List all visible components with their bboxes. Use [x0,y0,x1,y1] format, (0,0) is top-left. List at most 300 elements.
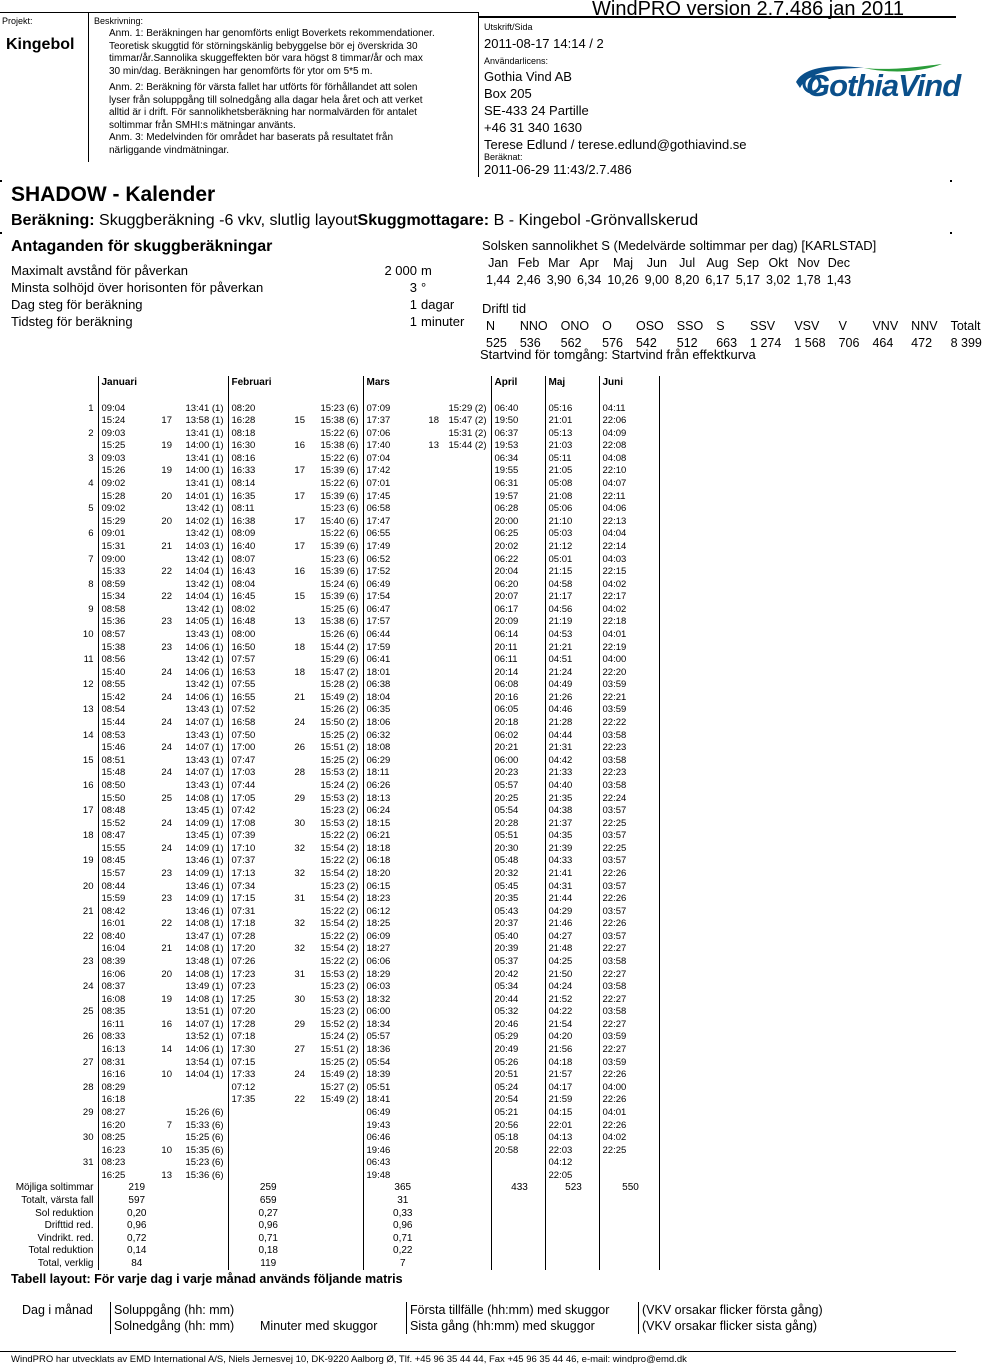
sunrise-sunset: 03:59 [599,704,659,717]
licensee: Gothia Vind AB Box 205 SE-433 24 Partille +46 31 340 1630 Terese Edlund / terese.edlund@gothiavind.se [484,69,747,152]
calc-label: Beräkning: [11,212,95,229]
shadow-time [439,755,491,768]
shadow-time [439,503,491,516]
shadow-time: 13:42 (1) [185,578,224,590]
table-row [0,843,960,856]
sunrise-sunset: 04:09 [599,428,659,441]
table-row [0,1019,960,1032]
sunrise-sunset: 18:15 [363,818,409,831]
shadow-minutes: 7 [166,1119,172,1131]
day-number [0,566,98,579]
shadow-time: 15:47 (2) [320,666,359,678]
sunrise-sunset: 21:54 [545,1019,599,1032]
sunrise-sunset: 04:44 [545,730,599,743]
sunrise-sunset: 17:33 [228,1069,277,1082]
summary-label: Total reduktion [28,1245,94,1257]
direction-hours: 464 [872,335,894,350]
table-row [0,717,960,730]
sunrise-sunset: 21:08 [545,491,599,504]
sunrise-sunset: 06:28 [491,503,545,516]
assumptions-table [11,262,464,330]
shadow-minutes [409,881,439,894]
summary-jun [599,1208,659,1221]
shadow-time [439,1031,491,1044]
description: Anm. 1: Beräkningen har genomförts enligt Boverkets rekommendationer. Teoretisk skuggtid för störningskänlig bebyggelse bör ej överskrida 30 timmar/år.Sannolika skuggeffekten bör vara högst 8 timmar/år och max 30 min/dag. Beräkningen har genomförts för ytor om 5*5 m. Anm. 2: Beräkning för värsta fallet har utförts för förhållandet att solen lyser från soluppgång till solnedgång alla dagar hela året och att verket alltid är i drift. För sannolikhetsberäkning har normalvärden för antalet soltimmar från SMHI:s mätningar använts. Anm. 3: Medelvinden för området har baserats på resultatet från närliggande vindmätningar. [109,28,435,156]
day-number [0,893,98,906]
shadow-time: 14:08 (1) [185,968,224,980]
sunrise-sunset: 21:24 [545,667,599,680]
shadow-time: 13:42 (1) [185,603,224,615]
cell-empty [659,1170,960,1183]
legend-sunrise: Soluppgång (hh: mm) [111,1302,261,1318]
shadow-minutes [144,629,172,642]
sunrise-sunset: 16:04 [98,943,144,956]
sunrise-sunset: 07:39 [228,830,277,843]
sunrise-sunset: 06:25 [491,528,545,541]
shadow-minutes [277,981,305,994]
sunrise-sunset: 18:32 [363,994,409,1007]
shadow-time: 15:39 (6) [320,591,359,603]
shadow-minutes [409,541,439,554]
shadow-minutes: 32 [294,842,305,854]
sunrise-sunset: 04:20 [545,1031,599,1044]
sunrise-sunset: 22:08 [599,440,659,453]
summary-maj [545,1195,599,1208]
page-title: SHADOW - Kalender [11,183,216,206]
shadow-time [172,1082,228,1095]
shadow-time: 15:23 (2) [320,981,359,993]
summary-label: Drifttid red. [44,1220,94,1232]
shadow-time: 15:50 (2) [320,717,359,729]
shadow-time: 15:40 (6) [320,515,359,527]
day-number [0,742,98,755]
shadow-minutes: 22 [294,1094,305,1106]
summary-jan: 0,96 [98,1220,172,1233]
day-number [0,1120,98,1133]
shadow-minutes [409,1031,439,1044]
sunrise-sunset: 04:11 [599,403,659,416]
summary-feb: 0,71 [228,1233,305,1246]
shadow-time: 14:07 (1) [185,742,224,754]
description-label: Beskrivning: [94,16,144,26]
shadow-minutes [277,403,305,416]
sunrise-sunset [599,1170,659,1183]
shadow-time: 15:53 (2) [320,792,359,804]
legend-sunset: Solnedgång (hh: mm) [111,1318,261,1334]
sunrise-sunset: 20:00 [491,516,545,529]
sunrise-sunset: 18:25 [363,918,409,931]
shadow-minutes: 19 [161,465,172,477]
shadow-minutes: 24 [161,742,172,754]
table-row [0,503,960,516]
shadow-time [439,793,491,806]
sunrise-sunset: 15:36 [98,616,144,629]
sunrise-sunset: 16:16 [98,1069,144,1082]
sunrise-sunset: 05:13 [545,428,599,441]
shadow-time: 13:42 (1) [185,528,224,540]
cell-empty [659,604,960,617]
cell-empty [659,1157,960,1170]
shadow-time [439,566,491,579]
shadow-time [305,1107,363,1120]
operation-table [486,317,995,351]
table-row [0,730,960,743]
sunshine-month: Jan [488,255,509,270]
month-februari: Februari [228,376,363,390]
sunrise-sunset: 15:25 [98,440,144,453]
sunrise-sunset: 15:26 [98,465,144,478]
sunrise-sunset: 17:37 [363,415,409,428]
summary-maj: 523 [545,1182,599,1195]
shadow-minutes [144,1006,172,1019]
shadow-minutes [409,579,439,592]
sunrise-sunset: 07:20 [228,1006,277,1019]
shadow-minutes [144,604,172,617]
table-row [0,906,960,919]
shadow-minutes [277,1120,305,1133]
shadow-minutes: 18 [294,666,305,678]
sunrise-sunset: 22:17 [599,591,659,604]
sunrise-sunset: 04:42 [545,755,599,768]
cell-empty [659,554,960,567]
shadow-time [439,969,491,982]
sunrise-sunset: 17:08 [228,818,277,831]
cell-empty [659,591,960,604]
shadow-calendar [0,376,960,1270]
shadow-minutes [409,667,439,680]
sunrise-sunset: 03:59 [599,1031,659,1044]
shadow-minutes [277,528,305,541]
shadow-minutes [409,1057,439,1070]
sunrise-sunset: 20:35 [491,893,545,906]
sunrise-sunset: 08:29 [98,1082,144,1095]
shadow-time [439,981,491,994]
shadow-minutes [277,604,305,617]
cell-empty [659,755,960,768]
sunrise-sunset [228,1170,277,1183]
sunrise-sunset: 21:57 [545,1069,599,1082]
shadow-time: 13:46 (1) [185,855,224,867]
sunrise-sunset: 05:29 [491,1031,545,1044]
sunrise-sunset: 08:37 [98,981,144,994]
cell-empty [659,818,960,831]
day-number [0,943,98,956]
cell-empty [659,1132,960,1145]
shadow-minutes [277,704,305,717]
table-row [0,440,960,453]
summary-apr [491,1208,545,1221]
sunrise-sunset: 04:04 [599,528,659,541]
shadow-minutes [409,818,439,831]
sunrise-sunset: 16:53 [228,667,277,680]
shadow-time [439,528,491,541]
sunrise-sunset: 22:27 [599,969,659,982]
direction-label: VNV [872,318,899,333]
summary-mar: 0,22 [363,1245,439,1258]
sunrise-sunset: 15:50 [98,793,144,806]
shadow-time: 14:00 (1) [185,440,224,452]
shadow-minutes [277,881,305,894]
sunrise-sunset: 16:08 [98,994,144,1007]
sunrise-sunset: 15:42 [98,692,144,705]
cell-empty [659,918,960,931]
shadow-time [439,654,491,667]
sunrise-sunset: 03:58 [599,730,659,743]
sunrise-sunset: 20:58 [491,1145,545,1158]
sunrise-sunset: 06:14 [491,629,545,642]
shadow-time [439,491,491,504]
shadow-minutes: 24 [161,691,172,703]
assumption-row: Tidsteg för beräkning 1 minuter [11,314,465,329]
table-row [0,818,960,831]
shadow-time [439,541,491,554]
shadow-time: 14:06 (1) [185,641,224,653]
shadow-time: 15:25 (2) [320,1056,359,1068]
shadow-minutes: 23 [161,616,172,628]
cell-empty [659,654,960,667]
sunshine-month: Okt [768,255,788,270]
sunrise-sunset: 18:39 [363,1069,409,1082]
sunrise-sunset: 09:00 [98,554,144,567]
shadow-minutes [277,1006,305,1019]
table-row [0,453,960,466]
shadow-time: 13:43 (1) [185,779,224,791]
cell-empty [659,1069,960,1082]
sunrise-sunset: 16:18 [98,1094,144,1107]
summary-jan: 597 [98,1195,172,1208]
shadow-time: 15:22 (6) [320,427,359,439]
sunrise-sunset: 06:29 [363,755,409,768]
shadow-time: 15:36 (6) [185,1169,224,1181]
sunrise-sunset: 08:07 [228,554,277,567]
sunrise-sunset: 06:52 [363,554,409,567]
shadow-minutes [409,554,439,567]
shadow-minutes: 23 [161,641,172,653]
shadow-time: 13:43 (1) [185,754,224,766]
sunrise-sunset: 18:01 [363,667,409,680]
sunshine-month: Apr [579,255,599,270]
sunrise-sunset: 06:49 [363,1107,409,1120]
sunshine-month: Jun [646,255,667,270]
summary-jun [599,1220,659,1233]
sunrise-sunset: 21:19 [545,616,599,629]
table-row [0,428,960,441]
shadow-minutes [277,1170,305,1183]
sunrise-sunset: 08:56 [98,654,144,667]
cell-empty [659,1120,960,1133]
table-row [0,767,960,780]
sunrise-sunset: 08:27 [98,1107,144,1120]
sunrise-sunset: 09:02 [98,478,144,491]
sunrise-sunset: 22:27 [599,994,659,1007]
sunrise-sunset: 04:01 [599,1107,659,1120]
cell-empty [659,667,960,680]
sunrise-sunset: 05:48 [491,855,545,868]
sunshine-value: 3,02 [766,272,791,287]
version-label: WindPRO version 2.7.486 jan 2011 [592,0,905,20]
shadow-minutes [409,730,439,743]
shadow-minutes: 17 [161,415,172,427]
shadow-time: 15:29 (2) [448,402,487,414]
shadow-minutes: 17 [294,515,305,527]
direction-hours: 8 399 [950,335,982,350]
shadow-minutes: 15 [294,415,305,427]
shadow-time [439,616,491,629]
sunrise-sunset: 22:25 [599,843,659,856]
sunrise-sunset: 21:44 [545,893,599,906]
directions-row [486,317,995,334]
sunrise-sunset: 20:54 [491,1094,545,1107]
shadow-time: 13:52 (1) [185,1031,224,1043]
shadow-minutes: 32 [294,867,305,879]
shadow-minutes: 27 [294,1044,305,1056]
sunrise-sunset: 07:52 [228,704,277,717]
shadow-time: 13:51 (1) [185,1006,224,1018]
table-row [0,616,960,629]
table-row [0,465,960,478]
summary-mar: 0,33 [363,1208,439,1221]
table-row [0,1145,960,1158]
shadow-minutes [409,780,439,793]
cell-empty [659,516,960,529]
shadow-minutes [409,793,439,806]
sunrise-sunset: 20:49 [491,1044,545,1057]
sunrise-sunset: 22:11 [599,491,659,504]
sunrise-sunset: 08:40 [98,931,144,944]
shadow-minutes [144,1094,172,1107]
sunrise-sunset: 08:57 [98,629,144,642]
shadow-time [439,516,491,529]
sunrise-sunset: 06:06 [363,956,409,969]
sunrise-sunset: 20:11 [491,642,545,655]
cell-empty [659,969,960,982]
sunrise-sunset: 18:13 [363,793,409,806]
shadow-time: 13:43 (1) [185,704,224,716]
day-number: 27 [82,1056,94,1068]
shadow-time [305,1157,363,1170]
shadow-time [439,1145,491,1158]
sunrise-sunset: 21:01 [545,415,599,428]
sunrise-sunset: 22:03 [545,1145,599,1158]
table-row [0,1120,960,1133]
sunrise-sunset: 16:11 [98,1019,144,1032]
sunrise-sunset: 21:59 [545,1094,599,1107]
day-number: 19 [82,855,94,867]
sunrise-sunset: 15:34 [98,591,144,604]
shadow-time [439,943,491,956]
sunrise-sunset: 08:31 [98,1057,144,1070]
sunrise-sunset: 08:33 [98,1031,144,1044]
shadow-time: 14:08 (1) [185,918,224,930]
table-row [0,604,960,617]
sunrise-sunset: 04:17 [545,1082,599,1095]
shadow-minutes [144,1031,172,1044]
sunrise-sunset: 21:50 [545,969,599,982]
shadow-minutes [277,503,305,516]
sunrise-sunset: 08:55 [98,679,144,692]
shadow-time: 15:39 (6) [320,540,359,552]
shadow-minutes: 23 [161,867,172,879]
table-row [0,1170,960,1183]
sunrise-sunset: 22:23 [599,742,659,755]
sunrise-sunset: 16:06 [98,969,144,982]
sunrise-sunset: 18:23 [363,893,409,906]
sunrise-sunset: 04:27 [545,931,599,944]
shadow-minutes: 28 [294,767,305,779]
summary-mar: 0,71 [363,1233,439,1246]
table-row [0,704,960,717]
day-number [0,717,98,730]
shadow-minutes [144,956,172,969]
shadow-minutes [409,981,439,994]
shadow-time: 15:23 (2) [320,805,359,817]
sunrise-sunset: 15:55 [98,843,144,856]
sunrise-sunset: 22:26 [599,1120,659,1133]
sunrise-sunset: 04:15 [545,1107,599,1120]
shadow-minutes [409,453,439,466]
sunrise-sunset: 04:12 [545,1157,599,1170]
sunrise-sunset: 06:49 [363,579,409,592]
cell-empty [659,1019,960,1032]
shadow-minutes [144,403,172,416]
sunshine-month: Dec [827,255,850,270]
direction-label: V [838,318,847,333]
shadow-minutes: 13 [294,616,305,628]
shadow-minutes [277,478,305,491]
shadow-minutes [277,830,305,843]
sunrise-sunset: 20:32 [491,868,545,881]
shadow-minutes [144,981,172,994]
sunrise-sunset: 15:28 [98,491,144,504]
direction-label: NNO [519,318,548,333]
day-number [0,642,98,655]
sunrise-sunset [228,1107,277,1120]
shadow-time [439,629,491,642]
sunrise-sunset: 16:25 [98,1170,144,1183]
sunrise-sunset: 06:35 [363,704,409,717]
shadow-time: 13:43 (1) [185,628,224,640]
shadow-minutes: 16 [294,440,305,452]
sunrise-sunset: 22:25 [599,818,659,831]
sunrise-sunset: 21:37 [545,818,599,831]
summary-apr [491,1195,545,1208]
sunrise-sunset: 17:59 [363,642,409,655]
day-number [0,1145,98,1158]
shadow-time: 14:07 (1) [185,1018,224,1030]
assumption-row: Minsta solhöjd över horisonten för påverkan 3 ° [11,280,427,295]
day-number [0,692,98,705]
sunrise-sunset: 16:23 [98,1145,144,1158]
sunrise-sunset: 15:44 [98,717,144,730]
cell-empty [659,843,960,856]
direction-label: NNV [911,318,938,333]
sunrise-sunset: 03:58 [599,956,659,969]
sunshine-month: Jul [679,255,696,270]
summary-feb: 659 [228,1195,305,1208]
direction-hours: 562 [560,335,582,350]
calc-line [11,212,698,230]
shadow-time: 14:08 (1) [185,943,224,955]
sunrise-sunset: 17:23 [228,969,277,982]
cell-empty [659,440,960,453]
shadow-minutes [409,1082,439,1095]
day-number: 6 [88,528,94,540]
shadow-time: 15:49 (2) [320,1094,359,1106]
sunrise-sunset: 21:10 [545,516,599,529]
shadow-time: 15:26 (2) [320,704,359,716]
sunshine-month: Aug [706,255,729,270]
shadow-time: 15:44 (2) [320,641,359,653]
